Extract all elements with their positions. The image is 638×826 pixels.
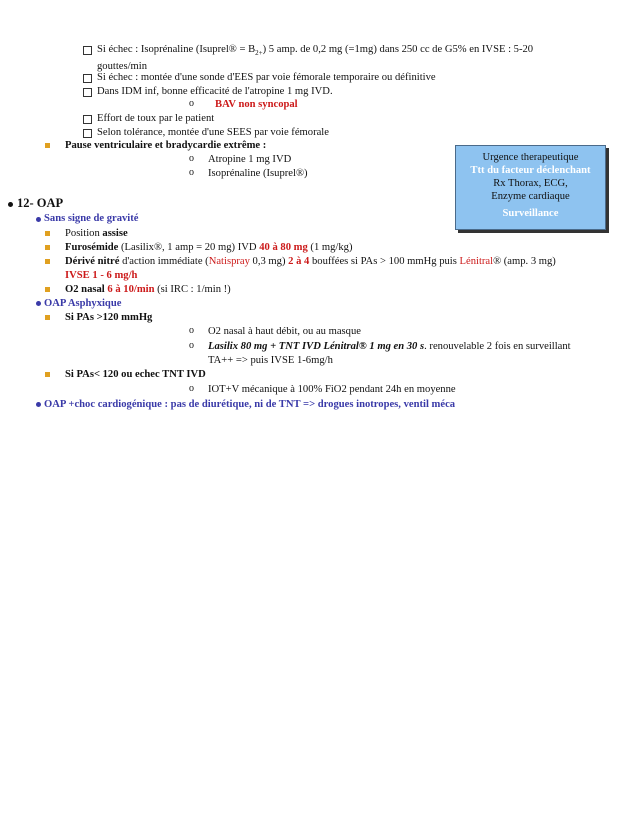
item-sees: Selon tolérance, montée d'une SEES par voie fémorale (97, 126, 329, 139)
ta-surveillance: TA++ => puis IVSE 1-6mg/h (208, 355, 333, 366)
callout-line-5: Surveillance (502, 208, 559, 219)
checkbox-bullet (83, 129, 92, 138)
square-bullet (45, 231, 50, 236)
derive-nitre: Dérivé nitré d'action immédiate (Natispray 0,3 mg) 2 à 4 bouffées si PAs > 100 mmHg puis Lénitral® (amp. 3 mg) (65, 256, 556, 267)
position-assise: Position assise (65, 228, 128, 239)
o2-haut-debit: O2 nasal à haut débit, ou au masque (208, 326, 361, 337)
circle-bullet: o (189, 383, 194, 394)
checkbox-bullet (83, 46, 92, 55)
iot-ventilation: IOT+V mécanique à 100% FiO2 pendant 24h en moyenne (208, 384, 456, 395)
item-effort-toux: Effort de toux par le patient (97, 112, 214, 125)
square-bullet (45, 245, 50, 250)
callout-box (455, 145, 606, 230)
square-bullet (45, 372, 50, 377)
ivse-dose: IVSE 1 - 6 mg/h (65, 270, 138, 281)
furosemide: Furosémide (Lasilix®, 1 amp = 20 mg) IVD 40 à 80 mg (1 mg/kg) (65, 242, 353, 253)
square-bullet (45, 259, 50, 264)
isoprenaline: Isoprénaline (Isuprel®) (208, 168, 308, 179)
circle-bullet: o (189, 325, 194, 336)
callout-line-2: Ttt du facteur déclenchant (470, 165, 591, 176)
pause-ventriculaire: Pause ventriculaire et bradycardie extrême : (65, 140, 267, 151)
lasilix-tnt: Lasilix 80 mg + TNT IVD Lénitral® 1 mg en 30 s. renouvelable 2 fois en surveillant (208, 341, 571, 352)
checkbox-bullet (83, 74, 92, 83)
item-sonde-ees: Si échec : montée d'une sonde d'EES par voie fémorale temporaire ou définitive (97, 71, 436, 84)
atropine: Atropine 1 mg IVD (208, 154, 292, 165)
checkbox-bullet (83, 88, 92, 97)
circle-bullet: o (189, 98, 194, 109)
callout-line-1: Urgence therapeutique (482, 152, 579, 163)
blue-bullet (36, 217, 41, 222)
blue-bullet (36, 301, 41, 306)
circle-bullet: o (189, 167, 194, 178)
checkbox-bullet (83, 115, 92, 124)
o2-nasal: O2 nasal 6 à 10/min (si IRC : 1/min !) (65, 284, 231, 295)
sans-signe-gravite: Sans signe de gravité (44, 213, 139, 224)
oap-asphyxique: OAP Asphyxique (44, 298, 122, 309)
bav-non-syncopal: BAV non syncopal (215, 99, 298, 110)
pas-inf-120: Si PAs< 120 ou echec TNT IVD (65, 369, 206, 380)
square-bullet (45, 315, 50, 320)
section-bullet (8, 202, 13, 207)
oap-choc-cardiogenique: OAP +choc cardiogénique : pas de diurétique, ni de TNT => drogues inotropes, ventil méca (44, 399, 456, 410)
section-heading-oap: 12- OAP (17, 196, 64, 210)
blue-bullet (36, 402, 41, 407)
item-idm-inf: Dans IDM inf, bonne efficacité de l'atropine 1 mg IVD. (97, 85, 333, 98)
square-bullet (45, 287, 50, 292)
callout-line-3: Rx Thorax, ECG, (493, 178, 568, 189)
square-bullet (45, 143, 50, 148)
callout-line-4: Enzyme cardiaque (491, 191, 570, 202)
circle-bullet: o (189, 340, 194, 351)
circle-bullet: o (189, 153, 194, 164)
pas-sup-120: Si PAs >120 mmHg (65, 312, 153, 323)
item-isoprenaline: Si échec : Isoprénaline (Isuprel® = $B_{2+}$) 5 amp. de 0,2 mg (=1mg) dans 250 cc de G5% en IVSE : 5-20 gouttes/min (97, 43, 587, 73)
